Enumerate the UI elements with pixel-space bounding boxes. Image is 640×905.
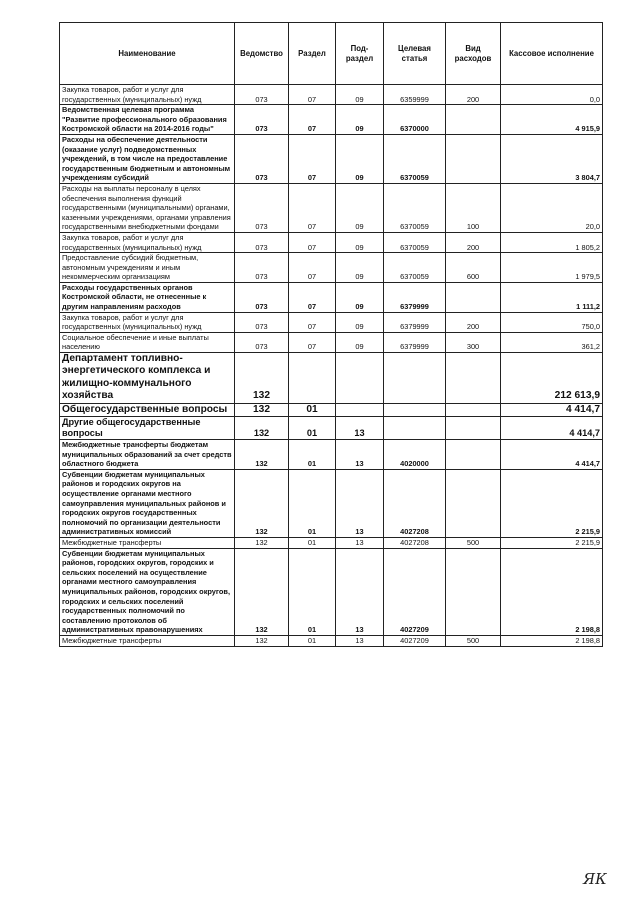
row-cash: 4 414,7 <box>501 403 603 416</box>
row-expense-type <box>446 353 501 404</box>
row-dept: 132 <box>235 403 289 416</box>
row-name: Расходы государственных органов Костромской области, не отнесенные к другим направлениям расходов <box>60 282 235 312</box>
header-subsection: Под-раздел <box>336 23 384 85</box>
row-section: 07 <box>289 253 336 283</box>
row-cash: 4 414,7 <box>501 417 603 440</box>
table-row <box>60 312 603 332</box>
row-subsection: 13 <box>336 538 384 549</box>
row-article <box>384 403 446 416</box>
row-expense-type: 600 <box>446 253 501 283</box>
row-article: 4020000 <box>384 440 446 470</box>
row-expense-type: 200 <box>446 312 501 332</box>
row-section: 01 <box>289 548 336 635</box>
row-expense-type: 500 <box>446 538 501 549</box>
header-name: Наименование <box>60 23 235 85</box>
row-name: Расходы на выплаты персоналу в целях обеспечения выполнения функций государственными (муниципальными) органами, казенными учреждениями, органами управления государственными внебюджетными фондами <box>60 183 235 232</box>
row-article: 6370059 <box>384 134 446 183</box>
table-row <box>60 232 603 252</box>
header-cash: Кассовое исполнение <box>501 23 603 85</box>
row-section: 07 <box>289 282 336 312</box>
row-expense-type <box>446 105 501 135</box>
row-dept: 132 <box>235 353 289 404</box>
table-row <box>60 134 603 183</box>
row-cash: 750,0 <box>501 312 603 332</box>
row-section: 07 <box>289 312 336 332</box>
row-cash: 212 613,9 <box>501 353 603 404</box>
row-cash: 0,0 <box>501 85 603 105</box>
row-name: Межбюджетные трансферты <box>60 635 235 646</box>
row-article: 6379999 <box>384 332 446 352</box>
table-row <box>60 469 603 537</box>
row-cash: 1 805,2 <box>501 232 603 252</box>
row-cash: 1 111,2 <box>501 282 603 312</box>
row-cash: 20,0 <box>501 183 603 232</box>
handwritten-signature: ЯК <box>583 870 607 888</box>
row-section: 07 <box>289 134 336 183</box>
row-article: 4027208 <box>384 469 446 537</box>
row-expense-type <box>446 469 501 537</box>
row-article <box>384 417 446 440</box>
row-expense-type <box>446 403 501 416</box>
row-expense-type: 100 <box>446 183 501 232</box>
row-cash: 2 215,9 <box>501 469 603 537</box>
row-subsection: 09 <box>336 332 384 352</box>
row-section: 07 <box>289 183 336 232</box>
row-expense-type <box>446 417 501 440</box>
row-subsection: 09 <box>336 105 384 135</box>
row-section: 01 <box>289 538 336 549</box>
row-article <box>384 353 446 404</box>
row-name: Межбюджетные трансферты бюджетам муниципальных образований за счет средств областного бюджета <box>60 440 235 470</box>
row-subsection: 13 <box>336 635 384 646</box>
row-cash: 4 414,7 <box>501 440 603 470</box>
table-row <box>60 282 603 312</box>
row-cash: 3 804,7 <box>501 134 603 183</box>
row-section <box>289 353 336 404</box>
row-subsection: 13 <box>336 417 384 440</box>
row-subsection: 09 <box>336 232 384 252</box>
table-row <box>60 332 603 352</box>
row-name: Общегосударственные вопросы <box>60 403 235 416</box>
row-name: Межбюджетные трансферты <box>60 538 235 549</box>
row-expense-type <box>446 548 501 635</box>
row-subsection <box>336 353 384 404</box>
table-row <box>60 253 603 283</box>
row-name: Ведомственная целевая программа "Развитие профессионального образования Костромской области на 2014-2016 годы" <box>60 105 235 135</box>
row-dept: 132 <box>235 440 289 470</box>
row-article: 6379999 <box>384 282 446 312</box>
row-subsection: 09 <box>336 134 384 183</box>
table-row <box>60 183 603 232</box>
row-expense-type: 500 <box>446 635 501 646</box>
row-section: 07 <box>289 332 336 352</box>
row-section: 01 <box>289 635 336 646</box>
table-row <box>60 635 603 646</box>
row-expense-type <box>446 440 501 470</box>
table-row <box>60 417 603 440</box>
row-dept: 132 <box>235 417 289 440</box>
row-cash: 2 198,8 <box>501 635 603 646</box>
table-row <box>60 403 603 416</box>
row-dept: 073 <box>235 232 289 252</box>
row-name: Расходы на обеспечение деятельности (оказание услуг) подведомственных учреждений, в том числе на предоставление государственным бюджетным и автономным учреждениям субсидий <box>60 134 235 183</box>
row-article: 4027209 <box>384 635 446 646</box>
row-section: 01 <box>289 417 336 440</box>
row-name: Закупка товаров, работ и услуг для государственных (муниципальных) нужд <box>60 312 235 332</box>
row-subsection: 09 <box>336 312 384 332</box>
table-row <box>60 353 603 404</box>
row-section: 01 <box>289 469 336 537</box>
row-name: Другие общегосударственные вопросы <box>60 417 235 440</box>
header-dept: Ведомство <box>235 23 289 85</box>
row-article: 6379999 <box>384 312 446 332</box>
row-section: 07 <box>289 232 336 252</box>
row-article: 6370059 <box>384 183 446 232</box>
row-subsection: 09 <box>336 282 384 312</box>
row-name: Предоставление субсидий бюджетным, автономным учреждениям и иным некоммерческим организациям <box>60 253 235 283</box>
row-name: Социальное обеспечение и иные выплаты населению <box>60 332 235 352</box>
row-dept: 132 <box>235 538 289 549</box>
row-cash: 2 198,8 <box>501 548 603 635</box>
row-article: 6370059 <box>384 232 446 252</box>
row-dept: 073 <box>235 312 289 332</box>
row-section: 01 <box>289 403 336 416</box>
row-subsection: 13 <box>336 469 384 537</box>
row-dept: 073 <box>235 282 289 312</box>
row-dept: 132 <box>235 548 289 635</box>
header-article: Целевая статья <box>384 23 446 85</box>
row-section: 07 <box>289 105 336 135</box>
row-dept: 073 <box>235 105 289 135</box>
row-subsection: 13 <box>336 440 384 470</box>
row-name: Субвенции бюджетам муниципальных районов, городских округов, городских и сельских поселений на осуществление органами местного самоуправления муниципальных районов, городских округов, городских и сельских поселений государственных полномочий по составлению протоколов об административных правонарушениях <box>60 548 235 635</box>
header-expense-type: Вид расходов <box>446 23 501 85</box>
row-expense-type <box>446 134 501 183</box>
row-expense-type: 200 <box>446 85 501 105</box>
row-subsection <box>336 403 384 416</box>
row-expense-type <box>446 282 501 312</box>
row-subsection: 13 <box>336 548 384 635</box>
header-section: Раздел <box>289 23 336 85</box>
row-section: 07 <box>289 85 336 105</box>
row-expense-type: 200 <box>446 232 501 252</box>
row-cash: 1 979,5 <box>501 253 603 283</box>
row-dept: 073 <box>235 85 289 105</box>
row-cash: 2 215,9 <box>501 538 603 549</box>
row-name: Закупка товаров, работ и услуг для государственных (муниципальных) нужд <box>60 85 235 105</box>
row-name: Департамент топливно-энергетического комплекса и жилищно-коммунального хозяйства <box>60 353 235 404</box>
row-article: 4027208 <box>384 538 446 549</box>
table-row <box>60 548 603 635</box>
row-cash: 4 915,9 <box>501 105 603 135</box>
table-row <box>60 440 603 470</box>
row-article: 6370059 <box>384 253 446 283</box>
row-dept: 132 <box>235 635 289 646</box>
row-subsection: 09 <box>336 85 384 105</box>
budget-table <box>59 22 603 647</box>
row-dept: 073 <box>235 253 289 283</box>
table-row <box>60 105 603 135</box>
row-name: Закупка товаров, работ и услуг для государственных (муниципальных) нужд <box>60 232 235 252</box>
row-section: 01 <box>289 440 336 470</box>
row-subsection: 09 <box>336 253 384 283</box>
row-dept: 073 <box>235 332 289 352</box>
row-article: 6359999 <box>384 85 446 105</box>
row-cash: 361,2 <box>501 332 603 352</box>
row-article: 6370000 <box>384 105 446 135</box>
row-subsection: 09 <box>336 183 384 232</box>
row-dept: 073 <box>235 134 289 183</box>
row-name: Субвенции бюджетам муниципальных районов и городских округов на осуществление органами местного самоуправления муниципальных районов и городских округов государственных полномочий по организации деятельности административных комиссий <box>60 469 235 537</box>
row-dept: 132 <box>235 469 289 537</box>
row-article: 4027209 <box>384 548 446 635</box>
row-dept: 073 <box>235 183 289 232</box>
table-row <box>60 538 603 549</box>
table-row <box>60 85 603 105</box>
header-row <box>60 23 603 85</box>
row-expense-type: 300 <box>446 332 501 352</box>
